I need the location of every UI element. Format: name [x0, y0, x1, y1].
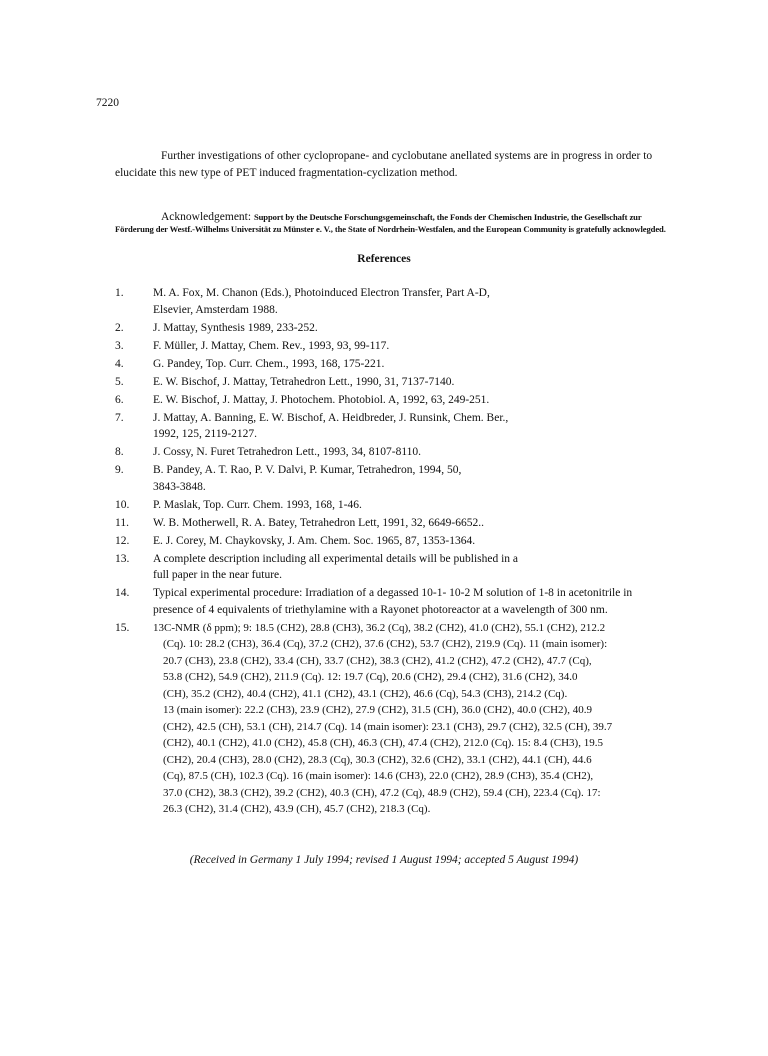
reference-line: W. B. Motherwell, R. A. Batey, Tetrahedron Lett, 1991, 32, 6649-6652..	[153, 516, 484, 529]
reference-item	[115, 392, 680, 409]
reference-item	[115, 497, 680, 514]
reference-line: (CH2), 40.1 (CH2), 41.0 (CH2), 45.8 (CH), 46.3 (CH), 47.4 (CH2), 212.0 (Cq). 15: 8.4 (CH3), 19.5	[163, 737, 603, 749]
reference-line: (Cq), 87.5 (CH), 102.3 (Cq). 16 (main isomer): 14.6 (CH3), 22.0 (CH2), 28.9 (CH3), 35.4 (CH2),	[163, 770, 594, 782]
reference-line: 13C-NMR (δ ppm); 9: 18.5 (CH2), 28.8 (CH3), 36.2 (Cq), 38.2 (CH2), 41.0 (CH2), 55.1 (CH2), 212.2	[153, 621, 606, 634]
received-dates-text: (Received in Germany 1 July 1994; revised 1 August 1994; accepted 5 August 1994)	[189, 854, 579, 866]
reference-line: 20.7 (CH3), 23.8 (CH2), 33.4 (CH), 33.7 (CH2), 38.3 (CH2), 41.2 (CH2), 47.2 (CH2), 47.7 (Cq),	[163, 654, 592, 667]
reference-line: M. A. Fox, M. Chanon (Eds.), Photoinduced Electron Transfer, Part A-D,	[153, 287, 490, 299]
references-heading: References	[357, 253, 411, 265]
reference-line: (CH2), 42.5 (CH), 53.1 (CH), 214.7 (Cq). 14 (main isomer): 23.1 (CH3), 29.7 (CH2), 32.5 (CH), 39.7	[163, 720, 613, 733]
reference-number: 11.	[115, 516, 129, 529]
reference-item	[115, 444, 680, 461]
reference-line: presence of 4 equivalents of triethylamine with a Rayonet photoreactor at a wavelength of 300 nm.	[153, 603, 608, 616]
reference-line: A complete description including all experimental details will be published in a	[153, 552, 519, 565]
reference-line: J. Cossy, N. Furet Tetrahedron Lett., 1993, 34, 8107-8110.	[153, 446, 422, 458]
reference-line: 3843-3848.	[153, 480, 206, 493]
reference-line: G. Pandey, Top. Curr. Chem., 1993, 168, 175-221.	[153, 357, 385, 370]
reference-line: P. Maslak, Top. Curr. Chem. 1993, 168, 1-46.	[153, 498, 362, 511]
page-number: 7220	[96, 97, 119, 109]
reference-item	[115, 320, 680, 337]
acknowledgement-paragraph	[115, 211, 680, 235]
reference-number: 14.	[115, 587, 130, 599]
reference-number: 8.	[115, 446, 124, 458]
acknowledgement-heading: Acknowledgement:	[161, 211, 252, 223]
reference-line: 53.8 (CH2), 54.9 (CH2), 211.9 (Cq). 12: 19.7 (Cq), 20.6 (CH2), 29.4 (CH2), 31.6 (CH2), 34.0	[163, 671, 578, 683]
reference-number: 2.	[115, 321, 124, 334]
reference-line: E. W. Bischof, J. Mattay, Tetrahedron Lett., 1990, 31, 7137-7140.	[153, 375, 455, 388]
reference-item	[115, 585, 680, 618]
reference-number: 1.	[115, 287, 124, 299]
reference-line: 13 (main isomer): 22.2 (CH3), 23.9 (CH2), 27.9 (CH2), 31.5 (CH), 36.0 (CH2), 40.0 (CH2), 40.9	[163, 704, 592, 716]
reference-item	[115, 533, 680, 550]
reference-line: Elsevier, Amsterdam 1988.	[153, 303, 278, 316]
reference-item	[115, 462, 680, 495]
reference-item	[115, 515, 680, 532]
reference-number: 12.	[115, 534, 130, 547]
reference-item	[115, 285, 680, 318]
reference-number: 5.	[115, 375, 124, 388]
reference-number: 7.	[115, 411, 124, 424]
reference-line: Typical experimental procedure: Irradiation of a degassed 10-1- 10-2 M solution of 1-8 in acetonitrile in	[153, 587, 633, 599]
reference-line: E. J. Corey, M. Chaykovsky, J. Am. Chem. Soc. 1965, 87, 1353-1364.	[153, 534, 476, 547]
closing-paragraph: Further investigations of other cyclopropane- and cyclobutane anellated systems are in progress in order to elucidate this new type of PET induced fragmentation-cyclization method.	[115, 150, 653, 179]
reference-number: 13.	[115, 552, 130, 565]
reference-item	[115, 338, 680, 355]
acknowledgement-body: Support by the Deutsche Forschungsgemeinschaft, the Fonds der Chemischen Industrie, the Gesellschaft zur Förderung der Westf.-Wilhelms Universität zu Münster e. V., the State of Nordrhein-Westfalen, and the European Community is gratefully acknowlegded.	[115, 212, 666, 234]
reference-number: 6.	[115, 393, 124, 406]
reference-list	[115, 285, 680, 818]
reference-line: 37.0 (CH2), 38.3 (CH2), 39.2 (CH2), 40.3 (CH), 47.2 (Cq), 48.9 (CH2), 59.4 (CH), 223.4 (Cq). 17:	[163, 786, 601, 799]
reference-item	[115, 551, 680, 584]
reference-line: (CH2), 20.4 (CH3), 28.0 (CH2), 28.3 (Cq), 30.3 (CH2), 32.6 (CH2), 33.1 (CH2), 44.1 (CH), 44.6	[163, 753, 592, 766]
reference-number: 4.	[115, 357, 124, 370]
reference-line: J. Mattay, A. Banning, E. W. Bischof, A. Heidbreder, J. Runsink, Chem. Ber.,	[153, 411, 509, 424]
reference-line: (Cq). 10: 28.2 (CH3), 36.4 (Cq), 37.2 (CH2), 37.6 (CH2), 53.7 (CH2), 219.9 (Cq). 11 (main isomer):	[163, 638, 608, 650]
reference-line: E. W. Bischof, J. Mattay, J. Photochem. Photobiol. A, 1992, 63, 249-251.	[153, 393, 490, 406]
reference-line: (CH), 35.2 (CH2), 40.4 (CH2), 41.1 (CH2), 43.1 (CH2), 46.6 (Cq), 54.3 (CH3), 214.2 (Cq).	[163, 687, 568, 700]
reference-number: 10.	[115, 498, 130, 511]
reference-line: F. Müller, J. Mattay, Chem. Rev., 1993, 93, 99-117.	[153, 339, 390, 352]
reference-line: 26.3 (CH2), 31.4 (CH2), 43.9 (CH), 45.7 (CH2), 218.3 (Cq).	[163, 803, 431, 815]
received-dates	[0, 852, 768, 869]
reference-number: 9.	[115, 464, 124, 476]
reference-item	[115, 374, 680, 391]
reference-item	[115, 620, 680, 818]
reference-line: 1992, 125, 2119-2127.	[153, 428, 258, 440]
reference-number: 3.	[115, 339, 124, 352]
reference-line: J. Mattay, Synthesis 1989, 233-252.	[153, 321, 318, 334]
reference-item	[115, 410, 680, 443]
reference-item	[115, 356, 680, 373]
reference-number: 15.	[115, 621, 130, 634]
reference-line: B. Pandey, A. T. Rao, P. V. Dalvi, P. Kumar, Tetrahedron, 1994, 50,	[153, 464, 462, 476]
reference-line: full paper in the near future.	[153, 569, 282, 581]
